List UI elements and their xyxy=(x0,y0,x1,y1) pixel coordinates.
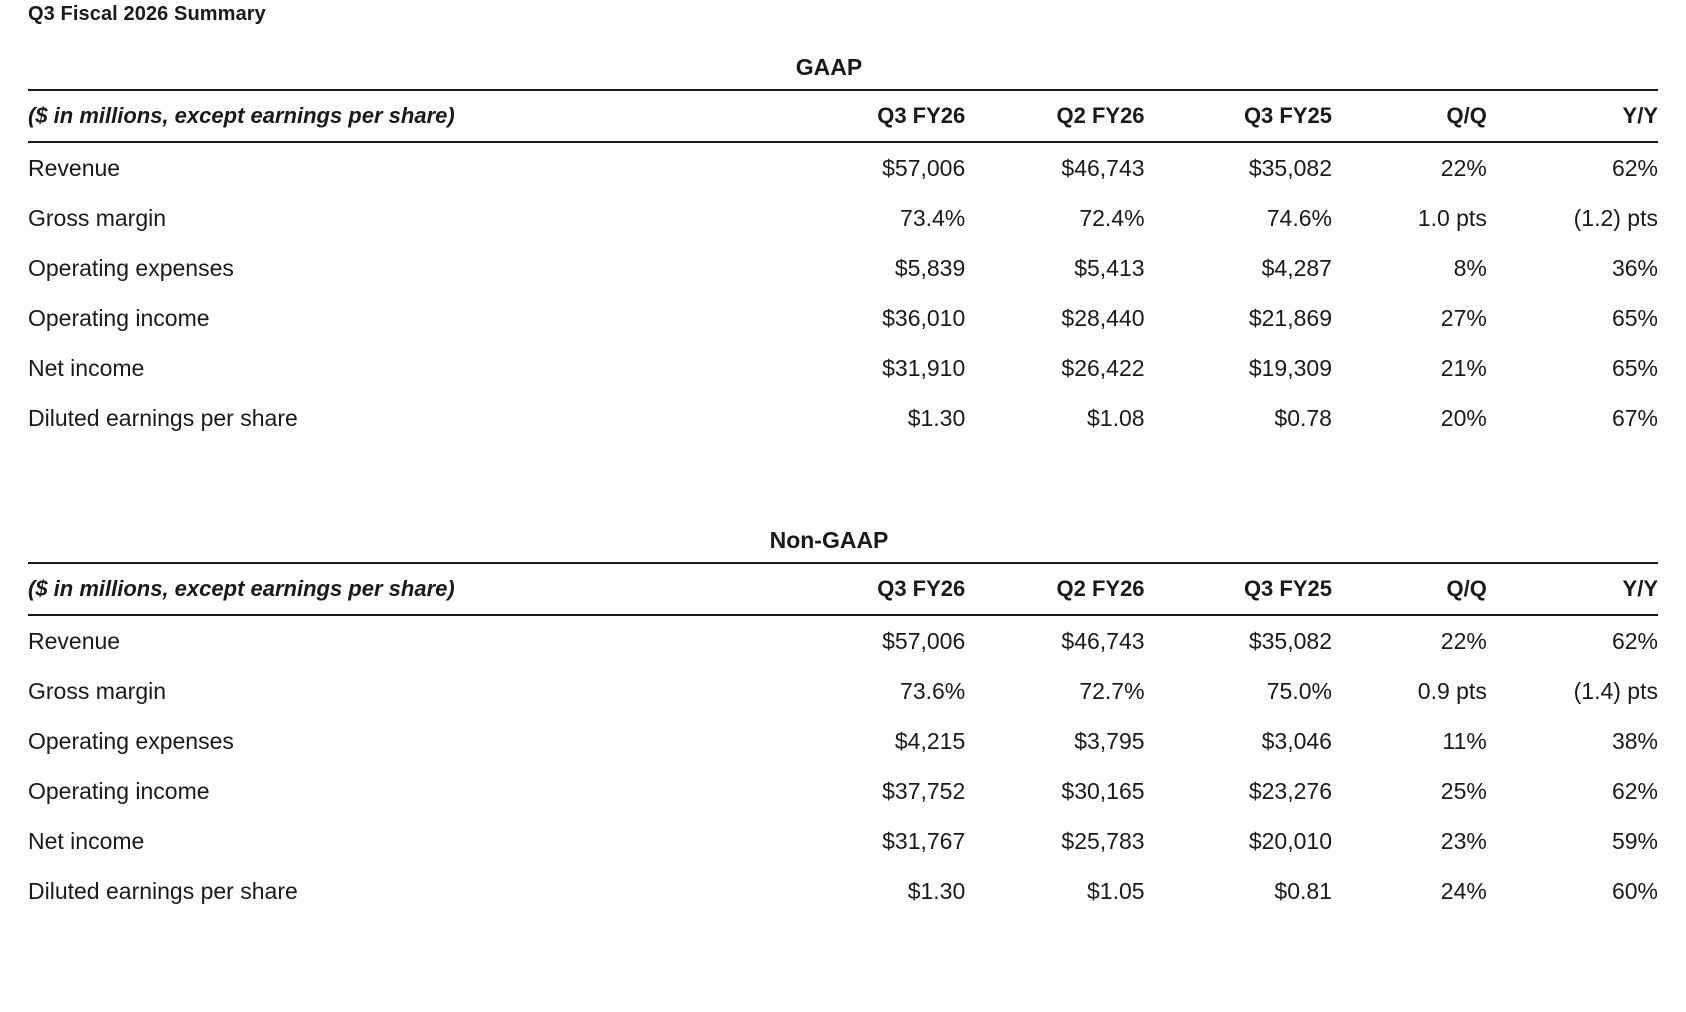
cell-yy: 60% xyxy=(1611,878,1658,904)
column-header-units: ($ in millions, except earnings per share) xyxy=(28,103,455,128)
cell-q3fy26: $1.30 xyxy=(907,878,966,904)
row-label: Operating income xyxy=(28,305,210,331)
cell-qq: 8% xyxy=(1453,255,1487,281)
column-header-q3fy26: Q3 FY26 xyxy=(877,103,966,128)
cell-q2fy26: $1.08 xyxy=(1086,405,1145,431)
column-header-units: ($ in millions, except earnings per share) xyxy=(28,576,455,601)
cell-q3fy25: $35,082 xyxy=(1248,155,1332,181)
cell-q3fy26: $37,752 xyxy=(882,778,966,804)
non-gaap-section-heading-text: Non-GAAP xyxy=(769,527,889,553)
row-label: Gross margin xyxy=(28,678,167,704)
column-header-qq: Q/Q xyxy=(1446,576,1487,601)
cell-q2fy26: 72.4% xyxy=(1079,205,1145,231)
cell-q2fy26: $30,165 xyxy=(1061,778,1145,804)
cell-q3fy26: $5,839 xyxy=(894,255,966,281)
row-label: Revenue xyxy=(28,155,121,181)
gaap-section xyxy=(28,54,1658,443)
cell-yy: 38% xyxy=(1611,728,1658,754)
column-header-q2fy26: Q2 FY26 xyxy=(1056,576,1145,601)
row-label: Diluted earnings per share xyxy=(28,878,298,904)
row-label: Operating expenses xyxy=(28,255,234,281)
table-row xyxy=(28,615,1658,666)
table-row xyxy=(28,816,1658,866)
cell-qq: 1.0 pts xyxy=(1417,205,1487,231)
table-row xyxy=(28,343,1658,393)
column-header-yy: Y/Y xyxy=(1622,103,1658,128)
non-gaap-table-header xyxy=(28,563,1658,615)
cell-yy: 59% xyxy=(1611,828,1658,854)
cell-q2fy26: $46,743 xyxy=(1061,155,1145,181)
cell-yy: 62% xyxy=(1611,628,1658,654)
cell-q2fy26: $28,440 xyxy=(1061,305,1145,331)
gaap-table-body xyxy=(28,142,1658,443)
cell-yy: (1.2) pts xyxy=(1573,205,1658,231)
cell-q3fy25: $3,046 xyxy=(1261,728,1332,754)
row-label: Gross margin xyxy=(28,205,167,231)
cell-q3fy25: $21,869 xyxy=(1248,305,1332,331)
cell-q3fy25: $0.78 xyxy=(1274,405,1332,431)
cell-q3fy25: 75.0% xyxy=(1266,678,1332,704)
cell-q3fy26: $31,910 xyxy=(882,355,966,381)
cell-qq: 20% xyxy=(1440,405,1487,431)
cell-q3fy26: $36,010 xyxy=(882,305,966,331)
cell-qq: 21% xyxy=(1440,355,1487,381)
cell-qq: 11% xyxy=(1442,728,1487,754)
cell-yy: 67% xyxy=(1611,405,1658,431)
row-label: Operating income xyxy=(28,778,210,804)
column-header-q3fy25: Q3 FY25 xyxy=(1243,576,1332,601)
cell-yy: 65% xyxy=(1611,305,1658,331)
table-row xyxy=(28,193,1658,243)
cell-q3fy26: $57,006 xyxy=(882,155,966,181)
table-row xyxy=(28,716,1658,766)
non-gaap-section xyxy=(28,527,1658,916)
cell-q2fy26: $3,795 xyxy=(1074,728,1145,754)
cell-q3fy25: $20,010 xyxy=(1248,828,1332,854)
cell-qq: 22% xyxy=(1440,628,1487,654)
table-row xyxy=(28,393,1658,443)
table-header-row xyxy=(28,90,1658,142)
cell-q3fy26: $57,006 xyxy=(882,628,966,654)
column-header-qq: Q/Q xyxy=(1446,103,1487,128)
column-header-q2fy26: Q2 FY26 xyxy=(1056,103,1145,128)
non-gaap-table-body xyxy=(28,615,1658,916)
cell-yy: 62% xyxy=(1611,778,1658,804)
table-row xyxy=(28,293,1658,343)
gaap-table-header xyxy=(28,90,1658,142)
cell-q3fy25: $35,082 xyxy=(1248,628,1332,654)
cell-q3fy25: $23,276 xyxy=(1248,778,1332,804)
cell-q2fy26: $1.05 xyxy=(1086,878,1145,904)
row-label: Diluted earnings per share xyxy=(28,405,298,431)
row-label: Operating expenses xyxy=(28,728,234,754)
cell-q2fy26: 72.7% xyxy=(1079,678,1145,704)
row-label: Net income xyxy=(28,355,145,381)
cell-qq: 0.9 pts xyxy=(1417,678,1487,704)
cell-q2fy26: $46,743 xyxy=(1061,628,1145,654)
row-label: Net income xyxy=(28,828,145,854)
cell-qq: 25% xyxy=(1440,778,1487,804)
cell-q3fy25: $0.81 xyxy=(1274,878,1332,904)
table-row xyxy=(28,243,1658,293)
cell-q3fy26: $31,767 xyxy=(882,828,966,854)
non-gaap-table xyxy=(28,562,1658,916)
cell-yy: (1.4) pts xyxy=(1573,678,1658,704)
gaap-table xyxy=(28,89,1658,443)
cell-qq: 23% xyxy=(1440,828,1487,854)
cell-q3fy26: $4,215 xyxy=(894,728,966,754)
column-header-yy: Y/Y xyxy=(1622,576,1658,601)
table-row xyxy=(28,142,1658,193)
gaap-section-heading-text: GAAP xyxy=(795,54,863,80)
non-gaap-section-heading xyxy=(28,527,1658,554)
cell-yy: 62% xyxy=(1611,155,1658,181)
cell-qq: 24% xyxy=(1440,878,1487,904)
cell-q3fy25: 74.6% xyxy=(1266,205,1332,231)
cell-q3fy25: $19,309 xyxy=(1248,355,1332,381)
cell-q2fy26: $25,783 xyxy=(1061,828,1145,854)
cell-q2fy26: $26,422 xyxy=(1061,355,1145,381)
cell-qq: 22% xyxy=(1440,155,1487,181)
column-header-q3fy25: Q3 FY25 xyxy=(1243,103,1332,128)
table-row xyxy=(28,666,1658,716)
cell-qq: 27% xyxy=(1440,305,1487,331)
table-header-row xyxy=(28,563,1658,615)
cell-q3fy26: 73.4% xyxy=(900,205,966,231)
row-label: Revenue xyxy=(28,628,121,654)
table-row xyxy=(28,766,1658,816)
table-row xyxy=(28,866,1658,916)
column-header-q3fy26: Q3 FY26 xyxy=(877,576,966,601)
cell-yy: 36% xyxy=(1611,255,1658,281)
cell-q3fy26: 73.6% xyxy=(900,678,966,704)
cell-yy: 65% xyxy=(1611,355,1658,381)
page-title: Q3 Fiscal 2026 Summary xyxy=(28,3,266,25)
gaap-section-heading xyxy=(28,54,1658,81)
cell-q3fy26: $1.30 xyxy=(907,405,966,431)
cell-q3fy25: $4,287 xyxy=(1261,255,1332,281)
cell-q2fy26: $5,413 xyxy=(1074,255,1145,281)
